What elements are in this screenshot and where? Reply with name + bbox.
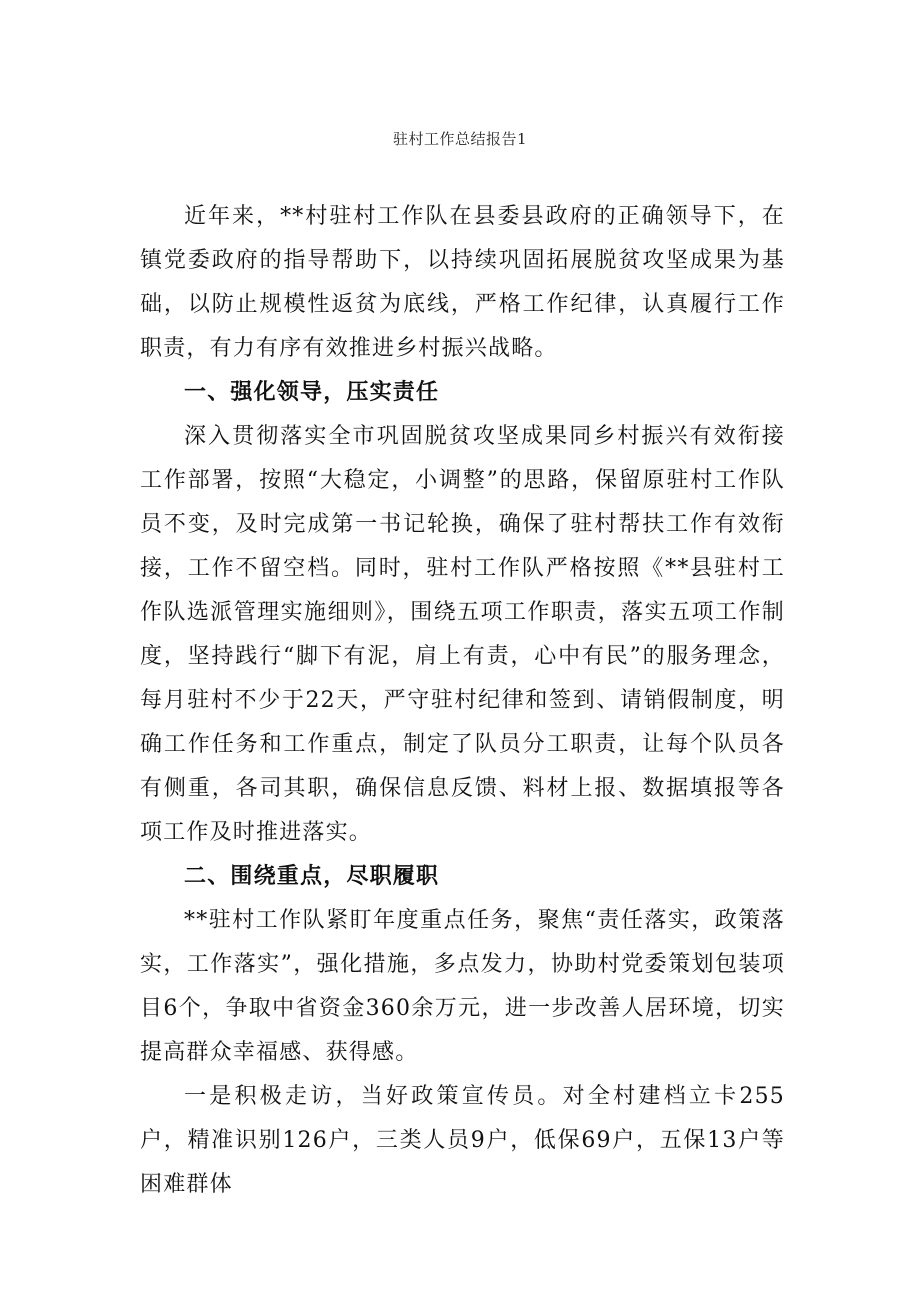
document-body (140, 195, 785, 1207)
section-heading-1: 一、强化领导，压实责任 (184, 380, 440, 405)
section-heading-2: 二、围绕重点，尽职履职 (184, 864, 440, 889)
section-2-item-1-paragraph: 一是积极走访，当好政策宣传员。对全村建档立卡255户，精准识别126户，三类人员9户，低保69户，五保13户等困难群体 (140, 1084, 785, 1197)
section-1-paragraph: 深入贯彻落实全市巩固脱贫攻坚成果同乡村振兴有效衔接工作部署，按照“大稳定，小调整”的思路，保留原驻村工作队员不变，及时完成第一书记轮换，确保了驻村帮扶工作有效衔接，工作不留空档。同时，驻村工作队严格按照《**县驻村工作队选派管理实施细则》，围绕五项工作职责，落实五项工作制度，坚持践行“脚下有泥，肩上有责，心中有民”的服务理念，每月驻村不少于22天，严守驻村纪律和签到、请销假制度，明确工作任务和工作重点，制定了队员分工职责，让每个队员各有侧重，各司其职，确保信息反馈、料材上报、数据填报等各项工作及时推进落实。 (140, 424, 785, 845)
intro-paragraph: 近年来，**村驻村工作队在县委县政府的正确领导下，在镇党委政府的指导帮助下，以持续巩固拓展脱贫攻坚成果为基础，以防止规模性返贫为底线，严格工作纪律，认真履行工作职责，有力有序有效推进乡村振兴战略。 (140, 204, 785, 361)
section-2-paragraph: **驻村工作队紧盯年度重点任务，聚焦“责任落实，政策落实，工作落实”，强化措施，多点发力，协助村党委策划包装项目6个，争取中省资金360余万元，进一步改善人居环境，切实提高群众幸福感、获得感。 (140, 908, 785, 1065)
document-title: 驻村工作总结报告1 (392, 130, 528, 148)
